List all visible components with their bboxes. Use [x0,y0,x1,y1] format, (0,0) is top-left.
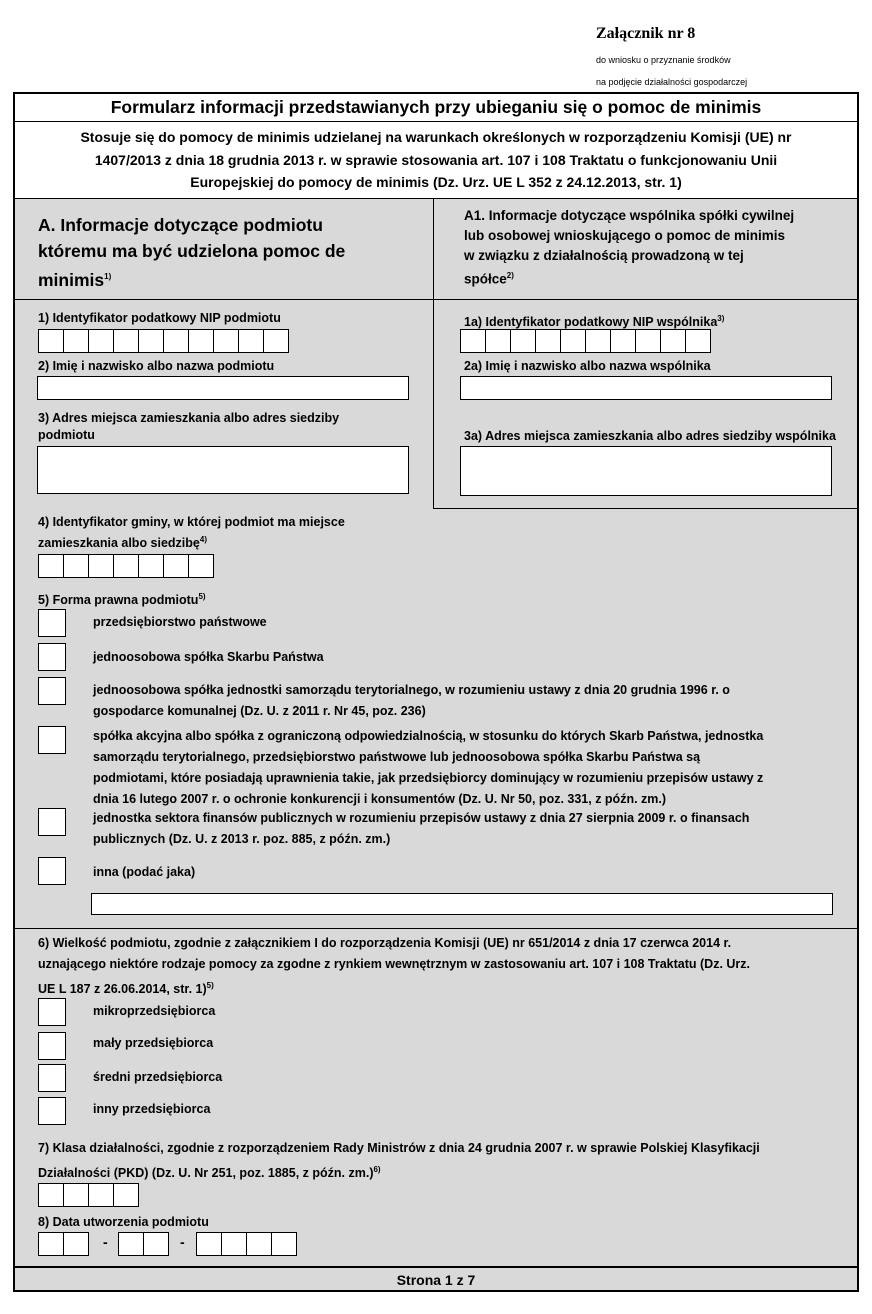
section-a1-title-line-2: lub osobowej wnioskującego o pomoc de minimis [464,228,786,243]
gmina-footnote: 4) [199,535,207,544]
gmina-digit-cell[interactable] [38,554,64,578]
gmina-label-line-1: 4) Identyfikator gminy, w której podmiot ma miejsce [38,515,345,529]
nip-partner-digit-cell[interactable] [635,329,661,353]
legal-form-footnote: 5) [198,592,206,601]
section-a-title-line-3-text: minimis [38,269,105,290]
option-sektor-finansow-publicznych-line-1: jednostka sektora finansów publicznych w rozumieniu przepisów ustawy z dnia 27 sierpnia 2009 r. o finansach [93,811,750,825]
option-spolka-akcyjna-zoo [93,726,763,810]
gmina-cells[interactable] [38,554,213,578]
date-year-cells[interactable] [196,1232,296,1256]
date-month-cell[interactable] [143,1232,169,1256]
form-subtitle-line-3: Europejskiej do pomocy de minimis (Dz. Urz. UE L 352 z 24.12.2013, str. 1) [190,174,682,190]
attachment-line2: na podjęcie działalności gospodarczej [596,77,748,87]
name-partner-field[interactable] [460,376,832,400]
nip-partner-footnote: 3) [717,314,725,323]
pkd-cell[interactable] [88,1183,114,1207]
date-year-cell[interactable] [246,1232,272,1256]
pkd-label-line-2 [38,1159,760,1184]
gmina-digit-cell[interactable] [163,554,189,578]
nip-partner-cells[interactable] [460,329,710,353]
checkbox-inna[interactable] [38,857,66,885]
address-partner-label: 3a) Adres miejsca zamieszkania albo adres siedziby wspólnika [464,429,836,443]
option-spolka-jst [93,680,730,722]
nip-digit-cell[interactable] [38,329,64,353]
gmina-digit-cell[interactable] [63,554,89,578]
address-label-line-1: 3) Adres miejsca zamieszkania albo adres siedziby [38,411,340,425]
nip-digit-cell[interactable] [63,329,89,353]
inna-field[interactable] [91,893,833,915]
creation-date-label: 8) Data utworzenia podmiotu [38,1215,209,1229]
form-subtitle-line-2: 1407/2013 z dnia 18 grudnia 2013 r. w sprawie stosowania art. 107 i 108 Traktatu o funkcjonowaniu Unii [94,151,778,168]
option-maly-przedsiebiorca: mały przedsiębiorca [93,1036,214,1050]
option-sektor-finansow-publicznych [93,808,749,850]
nip-partner-digit-cell[interactable] [460,329,486,353]
checkbox-spolka-skarbu-panstwa[interactable] [38,643,66,671]
nip-digit-cell[interactable] [138,329,164,353]
section-a1-title-line-3: w związku z działalnością prowadzoną w tej [464,248,744,263]
option-inny-przedsiebiorca: inny przedsiębiorca [93,1102,211,1116]
section-a-title-line-2: któremu ma być udzielona pomoc de [38,241,346,261]
legal-form-label [38,588,206,609]
checkbox-mikroprzedsiebiorca[interactable] [38,998,66,1026]
nip-partner-digit-cell[interactable] [660,329,686,353]
nip-digit-cell[interactable] [113,329,139,353]
name-label: 2) Imię i nazwisko albo nazwa podmiotu [38,359,275,373]
footer-divider [15,1266,857,1268]
nip-digit-cell[interactable] [163,329,189,353]
nip-digit-cell[interactable] [263,329,289,353]
date-day-cell[interactable] [63,1232,89,1256]
section-a-title-line-3 [38,264,345,293]
nip-partner-digit-cell[interactable] [535,329,561,353]
size-label-line-2: uznającego niektóre rodzaje pomocy za zgodne z rynkiem wewnętrznym w zastosowaniu art. 107 i 108 Traktatu (Dz. Urz. [38,957,750,971]
attachment-title: Załącznik nr 8 [596,25,696,42]
size-label [38,933,750,1000]
section-a-title [38,212,345,293]
nip-digit-cell[interactable] [238,329,264,353]
section-a1-title-line-4-text: spółce [464,271,507,287]
option-spolka-akcyjna-zoo-line-2: samorządu terytorialnego, przedsiębiorstwo państwowe lub jednoosobowa spółka Skarbu Państwa są [93,750,701,764]
section-a1-title-line-4 [464,266,794,290]
date-month-cells[interactable] [118,1232,168,1256]
option-sredni-przedsiebiorca: średni przedsiębiorca [93,1070,223,1084]
a1-bottom-border [433,508,857,509]
address-field[interactable] [37,446,409,494]
size-label-line-3-text: UE L 187 z 26.06.2014, str. 1) [38,982,207,997]
address-label-line-2: podmiotu [38,428,95,442]
section-a-title-line-1: A. Informacje dotyczące podmiotu [38,215,323,235]
nip-cells[interactable] [38,329,288,353]
nip-partner-label [464,310,724,331]
nip-partner-label-text: 1a) Identyfikator podatkowy NIP wspólnika [464,315,718,330]
date-day-cells[interactable] [38,1232,88,1256]
nip-partner-digit-cell[interactable] [560,329,586,353]
date-day-cell[interactable] [38,1232,64,1256]
option-spolka-akcyjna-zoo-line-3: podmiotami, które posiadają uprawnienia takie, jak przedsiębiorcy dominujący w rozumieniu przepisów ustawy z [93,771,764,785]
page-number: Strona 1 z 7 [396,1272,476,1288]
option-spolka-jst-line-2: gospodarce komunalnej (Dz. U. z 2011 r. Nr 45, poz. 236) [93,704,426,718]
gmina-digit-cell[interactable] [113,554,139,578]
address-partner-field[interactable] [460,446,832,496]
section-6-divider [15,928,857,929]
checkbox-przedsiebiorstwo-panstwowe[interactable] [38,609,66,637]
size-footnote: 5) [206,981,214,990]
size-label-line-1: 6) Wielkość podmiotu, zgodnie z załącznikiem I do rozporządzenia Komisji (UE) nr 651/2014 z dnia 17 czerwca 2014 r. [38,936,732,950]
option-sektor-finansow-publicznych-line-2: publicznych (Dz. U. z 2013 r. poz. 885, z późn. zm.) [93,832,391,846]
nip-digit-cell[interactable] [188,329,214,353]
nip-partner-digit-cell[interactable] [485,329,511,353]
date-month-cell[interactable] [118,1232,144,1256]
section-a-footnote: 1) [104,272,112,281]
form-subtitle-line-1: Stosuje się do pomocy de minimis udzielanej na warunkach określonych w rozporządzeniu Komisji (UE) nr [80,129,792,145]
checkbox-spolka-akcyjna-zoo[interactable] [38,726,66,754]
gmina-label [38,514,345,552]
column-divider [433,198,434,508]
size-label-line-3 [38,975,750,1000]
pkd-cell[interactable] [63,1183,89,1207]
option-inna: inna (podać jaka) [93,865,196,879]
nip-partner-digit-cell[interactable] [610,329,636,353]
nip-partner-digit-cell[interactable] [585,329,611,353]
section-a1-title [464,206,794,290]
form-title: Formularz informacji przedstawianych przy ubieganiu się o pomoc de minimis [110,97,762,117]
pkd-label-line-1: 7) Klasa działalności, zgodnie z rozporządzeniem Rady Ministrów z dnia 24 grudnia 2007 r. w sprawie Polskiej Klasyfikacji [38,1141,760,1155]
option-przedsiebiorstwo-panstwowe: przedsiębiorstwo państwowe [93,615,267,629]
pkd-cells[interactable] [38,1183,138,1207]
checkbox-inny-przedsiebiorca[interactable] [38,1097,66,1125]
gmina-digit-cell[interactable] [138,554,164,578]
date-separator-1: - [103,1234,108,1250]
nip-label: 1) Identyfikator podatkowy NIP podmiotu [38,311,281,325]
pkd-footnote: 6) [373,1165,381,1174]
attachment-line1: do wniosku o przyznanie środków [596,55,731,65]
checkbox-spolka-jst[interactable] [38,677,66,705]
pkd-label-line-2-text: Działalności (PKD) (Dz. U. Nr 251, poz. 1885, z późn. zm.) [38,1166,374,1181]
date-year-cell[interactable] [221,1232,247,1256]
section-header-divider [15,299,857,300]
nip-digit-cell[interactable] [213,329,239,353]
date-year-cell[interactable] [271,1232,297,1256]
gmina-label-line-2 [38,531,345,552]
pkd-cell[interactable] [113,1183,139,1207]
checkbox-maly-przedsiebiorca[interactable] [38,1032,66,1060]
pkd-label [38,1138,760,1184]
name-partner-label: 2a) Imię i nazwisko albo nazwa wspólnika [464,359,711,373]
legal-form-label-text: 5) Forma prawna podmiotu [38,593,199,608]
nip-partner-digit-cell[interactable] [510,329,536,353]
option-mikroprzedsiebiorca: mikroprzedsiębiorca [93,1004,216,1018]
pkd-cell[interactable] [38,1183,64,1207]
section-a1-title-line-1: A1. Informacje dotyczące wspólnika spółki cywilnej [464,208,795,223]
gmina-label-line-2-text: zamieszkania albo siedzibę [38,536,200,551]
nip-partner-digit-cell[interactable] [685,329,711,353]
gmina-digit-cell[interactable] [188,554,214,578]
checkbox-sredni-przedsiebiorca[interactable] [38,1064,66,1092]
checkbox-sektor-finansow-publicznych[interactable] [38,808,66,836]
address-label [38,410,339,444]
gmina-digit-cell[interactable] [88,554,114,578]
date-year-cell[interactable] [196,1232,222,1256]
nip-digit-cell[interactable] [88,329,114,353]
name-field[interactable] [37,376,409,400]
section-a1-footnote: 2) [506,271,514,280]
date-separator-2: - [180,1234,185,1250]
option-spolka-jst-line-1: jednoosobowa spółka jednostki samorządu terytorialnego, w rozumieniu ustawy z dnia 20 grudnia 1996 r. o [93,683,730,697]
option-spolka-akcyjna-zoo-line-1: spółka akcyjna albo spółka z ograniczoną odpowiedzialnością, w stosunku do których Skarb Państwa, jednostka [93,729,764,743]
form-subtitle [15,126,857,194]
option-spolka-akcyjna-zoo-line-4: dnia 16 lutego 2007 r. o ochronie konkurencji i konsumentów (Dz. U. Nr 50, poz. 331, z późn. zm.) [93,792,667,806]
option-spolka-skarbu-panstwa: jednoosobowa spółka Skarbu Państwa [93,650,324,664]
